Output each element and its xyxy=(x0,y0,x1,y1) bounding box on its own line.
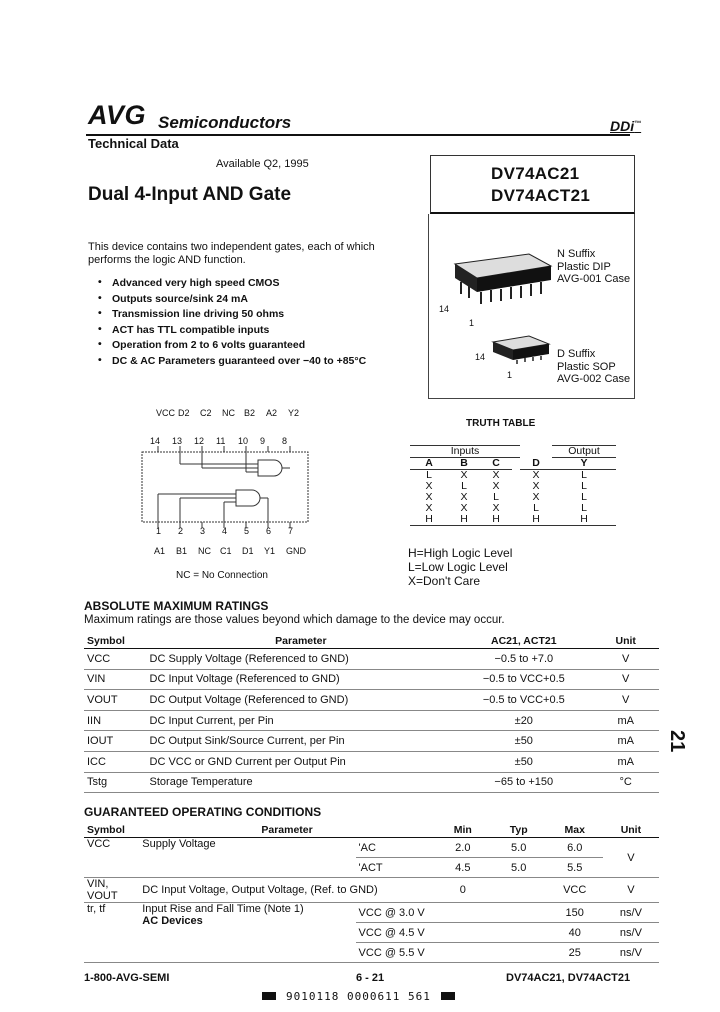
pin-label: VCC xyxy=(156,408,176,418)
sop-info xyxy=(557,348,630,386)
abs-max-title: ABSOLUTE MAXIMUM RATINGS xyxy=(84,599,269,613)
table-row xyxy=(410,514,616,526)
goc-cell: 5.5 xyxy=(547,858,603,878)
pinout-diagram xyxy=(140,408,320,588)
tt-cell: H xyxy=(460,513,468,525)
amr-cell: −0.5 to VCC+0.5 xyxy=(455,690,592,711)
tt-cell: L xyxy=(461,480,467,492)
pin-number: 6 xyxy=(266,526,272,536)
goc-cell: 4.5 xyxy=(435,858,491,878)
pin-number: 10 xyxy=(238,436,249,446)
amr-cell: ±50 xyxy=(455,731,592,752)
footer-parts: DV74AC21, DV74ACT21 xyxy=(506,972,631,984)
feature-item: • Advanced very high speed CMOS xyxy=(98,277,366,293)
goc-param-line: AC Devices xyxy=(142,915,203,927)
tt-cell: H xyxy=(425,513,433,525)
amr-cell: V xyxy=(592,669,659,690)
pin-label: GND xyxy=(286,546,306,556)
tt-cell: L xyxy=(533,502,539,514)
goc-cell xyxy=(139,903,355,963)
truth-table-title: TRUTH TABLE xyxy=(466,418,536,429)
tt-output-header: Output xyxy=(552,446,616,458)
goc-cell: 40 xyxy=(547,923,603,943)
amr-cell: Tstg xyxy=(84,772,147,793)
footer-phone: 1-800-AVG-SEMI xyxy=(84,972,170,984)
amr-cell: V xyxy=(592,649,659,670)
pin-number: 2 xyxy=(178,526,184,536)
goc-cell: VCC @ 5.5 V xyxy=(356,943,435,963)
goc-cell: VCC @ 3.0 V xyxy=(356,903,435,923)
sop-pin-1: 1 xyxy=(507,370,513,380)
amr-cell: VIN xyxy=(84,669,147,690)
sop-type: Plastic SOP xyxy=(557,360,616,373)
goc-header: Max xyxy=(547,823,603,838)
tt-cell: X xyxy=(492,502,500,514)
amr-cell: −65 to +150 xyxy=(455,772,592,793)
goc-header: Typ xyxy=(491,823,547,838)
table-row xyxy=(84,690,659,711)
table-row xyxy=(84,838,659,858)
table-row xyxy=(84,903,659,923)
pin-label: NC xyxy=(198,546,211,556)
pin-number: 7 xyxy=(288,526,294,536)
pin-number: 12 xyxy=(194,436,205,446)
goc-cell: ns/V xyxy=(603,943,659,963)
amr-cell: DC Input Current, per Pin xyxy=(147,710,456,731)
goc-cell: DC Input Voltage, Output Voltage, (Ref. to GND) xyxy=(139,878,435,903)
barcode xyxy=(262,990,455,1003)
feature-item: • Operation from 2 to 6 volts guaranteed xyxy=(98,339,366,355)
amr-cell: IOUT xyxy=(84,731,147,752)
side-tab: 21 xyxy=(666,730,688,753)
amr-cell: −0.5 to +7.0 xyxy=(455,649,592,670)
tt-cell: X xyxy=(532,469,540,481)
dip-pin-14: 14 xyxy=(439,304,450,314)
amr-header: Parameter xyxy=(147,634,456,649)
tt-cell: H xyxy=(492,513,500,525)
abs-max-note: Maximum ratings are those values beyond which damage to the device may occur. xyxy=(84,614,505,626)
sop-case: AVG-002 Case xyxy=(557,373,631,385)
table-row xyxy=(84,649,659,670)
feature-item: • DC & AC Parameters guaranteed over −40 to +85°C xyxy=(98,355,366,371)
barcode-block xyxy=(262,992,276,1000)
pin-number: 4 xyxy=(222,526,228,536)
goc-header: Unit xyxy=(603,823,659,838)
pin-number: 1 xyxy=(156,526,162,536)
brand-subtitle: Semiconductors xyxy=(158,113,292,132)
truth-table xyxy=(410,445,616,526)
goc-cell: 25 xyxy=(547,943,603,963)
goc-cell: VCC @ 4.5 V xyxy=(356,923,435,943)
goc-cell: 150 xyxy=(547,903,603,923)
nc-note: NC = No Connection xyxy=(176,570,268,581)
dip-case: AVG-001 Case xyxy=(557,273,631,285)
bottom-pin-numbers xyxy=(156,526,316,536)
amr-cell: V xyxy=(592,690,659,711)
legend-item: H=High Logic Level xyxy=(408,546,513,560)
sop-package-icon xyxy=(489,328,559,368)
dip-package-icon xyxy=(449,232,559,312)
amr-cell: ICC xyxy=(84,751,147,772)
page-title: Dual 4-Input AND Gate xyxy=(88,184,292,205)
tt-inputs-header: Inputs xyxy=(410,446,520,458)
pin-label: A2 xyxy=(266,408,278,418)
dip-suffix: N Suffix xyxy=(557,248,596,260)
goc-cell: 2.0 xyxy=(435,838,491,858)
abs-max-table xyxy=(84,634,659,793)
amr-cell: DC VCC or GND Current per Output Pin xyxy=(147,751,456,772)
tt-cell: L xyxy=(581,491,587,503)
barcode-text: 9010118 0000611 561 xyxy=(286,990,431,1003)
table-row xyxy=(84,710,659,731)
pin-label: C2 xyxy=(200,408,212,418)
tt-cell: X xyxy=(492,480,500,492)
table-row xyxy=(84,772,659,793)
tt-cell: X xyxy=(460,502,468,514)
goc-title: GUARANTEED OPERATING CONDITIONS xyxy=(84,805,322,819)
bottom-pin-labels xyxy=(154,546,324,556)
truth-table-legend xyxy=(408,546,512,588)
goc-header: Min xyxy=(435,823,491,838)
pin-label: NC xyxy=(222,408,235,418)
tt-cell: L xyxy=(426,469,432,481)
amr-cell: DC Output Sink/Source Current, per Pin xyxy=(147,731,456,752)
feature-item: • Transmission line driving 50 ohms xyxy=(98,308,366,324)
pin-number: 14 xyxy=(150,436,161,446)
amr-cell: −0.5 to VCC+0.5 xyxy=(455,669,592,690)
amr-cell: mA xyxy=(592,751,659,772)
tt-cell: X xyxy=(492,469,500,481)
goc-header: Symbol xyxy=(84,823,139,838)
goc-cell: V xyxy=(603,878,659,903)
pin-label: B1 xyxy=(176,546,188,556)
feature-item: • Outputs source/sink 24 mA xyxy=(98,293,366,309)
description: This device contains two independent gates, each of which performs the logic AND function. xyxy=(88,241,375,266)
pin-label: C1 xyxy=(220,546,232,556)
section-label: Technical Data xyxy=(88,136,179,151)
brand-logo: AVG xyxy=(88,100,147,130)
tt-cell: L xyxy=(581,469,587,481)
amr-cell: mA xyxy=(592,731,659,752)
pin-number: 11 xyxy=(216,436,226,446)
goc-cell: tr, tf xyxy=(84,903,139,963)
tt-col: Y xyxy=(552,458,616,470)
pin-number: 13 xyxy=(172,436,183,446)
availability-note: Available Q2, 1995 xyxy=(216,158,309,170)
ddi-logo-text: DDi xyxy=(610,118,635,134)
pin-label: Y2 xyxy=(288,408,300,418)
pin-number: 8 xyxy=(282,436,288,446)
part-number-1: DV74AC21 xyxy=(491,164,580,183)
dip-type: Plastic DIP xyxy=(557,260,611,273)
amr-cell: mA xyxy=(592,710,659,731)
sop-suffix: D Suffix xyxy=(557,348,596,360)
sop-pin-14: 14 xyxy=(475,352,486,362)
tt-cell: L xyxy=(493,491,499,503)
top-pin-numbers xyxy=(150,436,310,446)
tt-cell: X xyxy=(532,491,540,503)
package-box xyxy=(428,214,635,399)
goc-cell: V xyxy=(603,838,659,878)
amr-cell: VOUT xyxy=(84,690,147,711)
goc-header: Parameter xyxy=(139,823,435,838)
tt-cell: H xyxy=(532,513,540,525)
tt-cell: L xyxy=(581,502,587,514)
tt-cell: X xyxy=(532,480,540,492)
goc-cell: 0 xyxy=(435,878,491,903)
pin-number: 5 xyxy=(244,526,250,536)
amr-cell: ±50 xyxy=(455,751,592,772)
goc-cell: VCC xyxy=(84,838,139,878)
gate-schematic xyxy=(140,446,320,528)
amr-header: Unit xyxy=(592,634,659,649)
pin-number: 9 xyxy=(260,436,266,446)
tt-cell: X xyxy=(425,491,433,503)
goc-cell: 'AC xyxy=(356,838,435,858)
part-number-2: DV74ACT21 xyxy=(491,186,591,205)
tt-cell: X xyxy=(460,469,468,481)
legend-item: L=Low Logic Level xyxy=(408,560,508,574)
tt-col: A xyxy=(410,458,448,470)
pin-number: 3 xyxy=(200,526,206,536)
table-row xyxy=(84,751,659,772)
tt-cell: L xyxy=(581,480,587,492)
barcode-block xyxy=(441,992,455,1000)
amr-cell: Storage Temperature xyxy=(147,772,456,793)
amr-cell: DC Input Voltage (Referenced to GND) xyxy=(147,669,456,690)
amr-cell: IIN xyxy=(84,710,147,731)
tt-cell: H xyxy=(580,513,588,525)
tt-col: B xyxy=(448,458,480,470)
goc-cell: ns/V xyxy=(603,923,659,943)
tt-col: D xyxy=(520,458,552,470)
amr-cell: ±20 xyxy=(455,710,592,731)
goc-cell: ns/V xyxy=(603,903,659,923)
ddi-logo: DDi™ xyxy=(610,118,642,134)
tt-col: C xyxy=(480,458,512,470)
goc-param-line: Input Rise and Fall Time (Note 1) xyxy=(142,903,304,915)
table-row xyxy=(84,669,659,690)
tt-cell: X xyxy=(425,480,433,492)
goc-cell: 5.0 xyxy=(491,858,547,878)
pin-label: B2 xyxy=(244,408,256,418)
amr-cell: DC Supply Voltage (Referenced to GND) xyxy=(147,649,456,670)
pin-label: D2 xyxy=(178,408,190,418)
amr-cell: °C xyxy=(592,772,659,793)
goc-cell: VIN, VOUT xyxy=(84,878,139,903)
dip-pin-1: 1 xyxy=(469,318,475,328)
pin-label: A1 xyxy=(154,546,166,556)
table-row xyxy=(84,731,659,752)
goc-cell: 5.0 xyxy=(491,838,547,858)
goc-cell: 6.0 xyxy=(547,838,603,858)
pin-label: Y1 xyxy=(264,546,276,556)
amr-cell: DC Output Voltage (Referenced to GND) xyxy=(147,690,456,711)
pin-label: D1 xyxy=(242,546,254,556)
goc-cell: Supply Voltage xyxy=(139,838,355,878)
feature-item: • ACT has TTL compatible inputs xyxy=(98,324,366,340)
legend-item: X=Don't Care xyxy=(408,574,480,588)
feature-list xyxy=(98,277,366,370)
amr-header: AC21, ACT21 xyxy=(455,634,592,649)
dip-info xyxy=(557,248,630,286)
amr-header: Symbol xyxy=(84,634,147,649)
top-pin-labels xyxy=(156,408,316,418)
tt-cell: X xyxy=(460,491,468,503)
tt-cell: X xyxy=(425,502,433,514)
goc-cell: VCC xyxy=(547,878,603,903)
part-number-box xyxy=(430,155,635,214)
footer-page: 6 - 21 xyxy=(356,972,385,984)
goc-table xyxy=(84,823,659,963)
table-row xyxy=(84,878,659,903)
amr-cell: VCC xyxy=(84,649,147,670)
goc-cell: 'ACT xyxy=(356,858,435,878)
